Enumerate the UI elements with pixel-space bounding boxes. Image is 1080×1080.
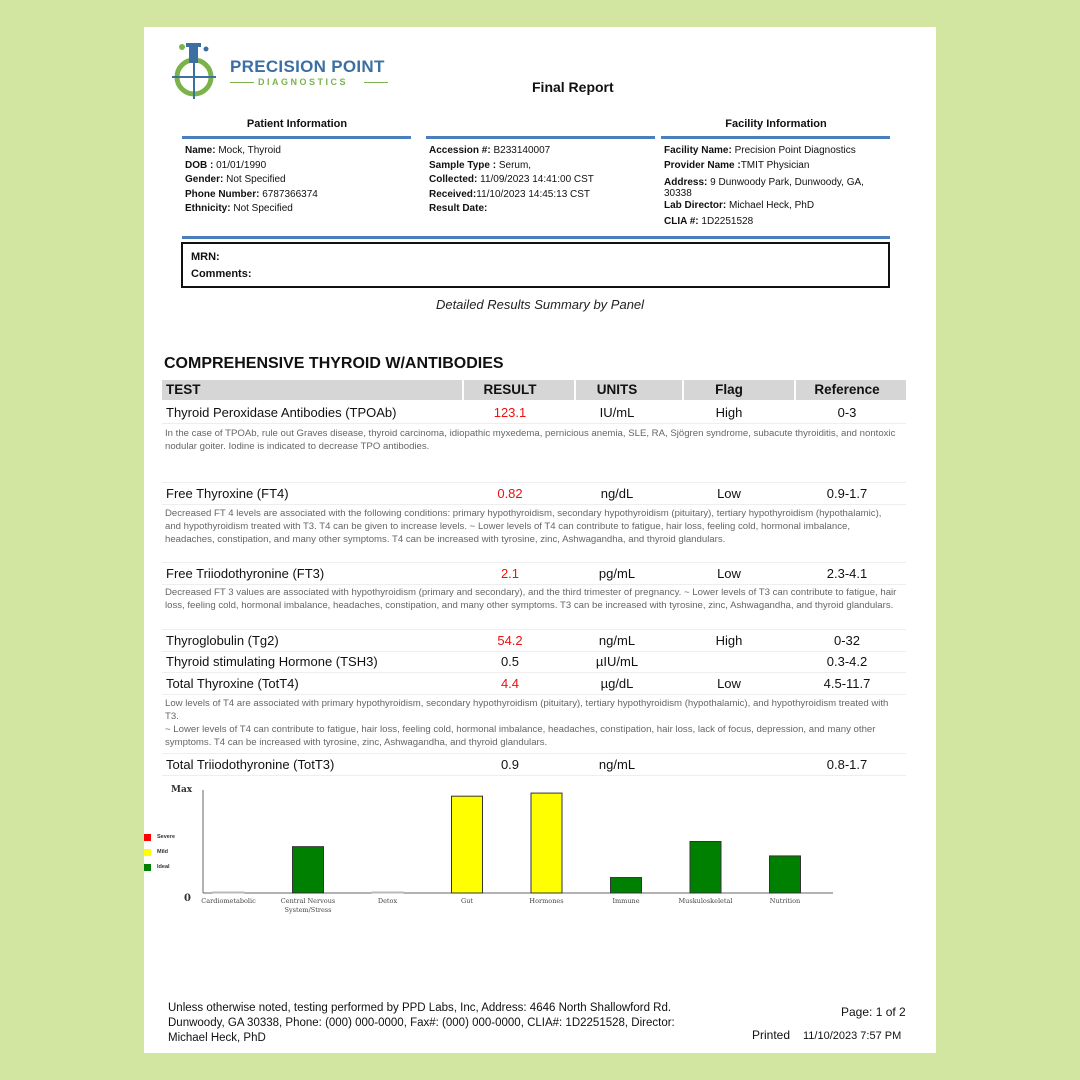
test-result: 0.9: [500, 757, 520, 772]
test-reference: 0-3: [837, 405, 857, 420]
report-title: Final Report: [532, 79, 614, 95]
bar-cardiometabolic: [213, 892, 244, 893]
test-units: µIU/mL: [595, 654, 639, 669]
header-test: TEST: [166, 382, 201, 397]
test-flag: High: [715, 633, 743, 648]
y-axis-zero-label: 0: [184, 893, 191, 904]
test-note: Decreased FT 4 levels are associated with the following conditions: primary hypothyroidism, secondary hypothyroidism (pituitary), tertiary hypothyroidism (hypothalamic), and hypothyroidism treated with T3. T4 can be given to increase levels. ~ Lower levels of T4 can contribute to fatigue, hair loss, feeling cold, hormonal imbalance, headaches, constipation, and many other symptoms. T4 can be increased with tyrosine, zinc, Ashwagandha, and thyroid glandulars.: [165, 508, 882, 545]
table-row: [162, 562, 906, 585]
printed-date: 11/10/2023 7:57 PM: [803, 1030, 902, 1042]
test-flag: Low: [717, 566, 741, 581]
test-units: ng/mL: [598, 757, 636, 772]
table-row: [162, 629, 906, 652]
facility-row: Provider Name :TMIT Physician: [664, 159, 810, 171]
x-tick-label: Muskuloskeletal: [678, 897, 733, 905]
header-divider-4: [794, 380, 796, 400]
y-axis-max-label: Max: [171, 785, 193, 795]
test-units: ng/mL: [598, 633, 636, 648]
report-page: [144, 27, 936, 1053]
test-name: Free Triiodothyronine (FT3): [166, 566, 325, 581]
bar-detox: [372, 892, 403, 893]
mrn-label: MRN:: [191, 251, 220, 263]
test-name: Thyroid stimulating Hormone (TSH3): [166, 654, 378, 669]
patient-row: Phone Number: 6787366374: [185, 188, 318, 200]
patient-info-rule: [182, 136, 411, 139]
test-name: Thyroglobulin (Tg2): [166, 633, 279, 648]
test-result: 123.1: [493, 405, 527, 420]
header-divider-2: [574, 380, 576, 400]
legend-swatch: [144, 864, 151, 871]
test-note: In the case of TPOAb, rule out Graves disease, thyroid carcinoma, idiopathic myxedema, pernicious anemia, SLE, RA, Sjögren syndrome, subacute thyroiditis, and nontoxic nodular goiter. Iodine is indicated to decrease TPO antibodies.: [165, 428, 896, 452]
header-units: UNITS: [596, 382, 638, 397]
test-reference: 0.8-1.7: [826, 757, 868, 772]
x-tick-label: Nutrition: [769, 897, 801, 905]
facility-info: [664, 144, 884, 229]
bar-muskuloskeletal: [690, 842, 721, 894]
mrn-rule: [182, 236, 890, 239]
facility-row: Address: 9 Dunwoody Park, Dunwoody, GA, 30338: [664, 177, 864, 199]
table-row: [162, 673, 906, 695]
test-units: IU/mL: [599, 405, 635, 420]
facility-info-heading: Facility Information: [725, 118, 827, 130]
test-result: 54.2: [497, 633, 523, 648]
logo-divider-right: [364, 82, 388, 83]
comments-label: Comments:: [191, 268, 252, 280]
patient-row: Gender: Not Specified: [185, 174, 286, 185]
health-score-chart: [144, 782, 936, 922]
bar-gut: [452, 796, 483, 893]
table-row: [162, 402, 906, 424]
table-row: [162, 753, 906, 776]
company-logo: [168, 39, 398, 105]
test-flag: High: [715, 405, 743, 420]
legend-label: Severe: [157, 834, 176, 840]
accession-rule: [426, 136, 655, 139]
patient-info-heading: Patient Information: [246, 118, 348, 130]
x-tick-label: Detox: [377, 897, 398, 905]
facility-row: Lab Director: Michael Heck, PhD: [664, 200, 815, 211]
legend-label: Mild: [157, 849, 168, 855]
x-tick-label: Hormones: [529, 897, 564, 905]
test-note: Low levels of T4 are associated with primary hypothyroidism, secondary hypothyroidism (pituitary), tertiary hypothyroidism (hypothalamic), and hypothyroidism treated with T3. ~ Lower levels of T4 can contribute to fatigue, hair loss, feeling cold, hormonal imbalance, headaches, constipation, hair loss, lack of focus, depression, and many other symptoms. T4 can be increased with tyrosine, zinc, Ashwagandha, and thyroid glandulars.: [165, 698, 889, 748]
mrn-box: [181, 242, 890, 288]
test-units: ng/dL: [600, 486, 634, 501]
test-name: Thyroid Peroxidase Antibodies (TPOAb): [166, 405, 397, 420]
facility-row: CLIA #: 1D2251528: [664, 215, 754, 227]
legend-swatch: [144, 834, 151, 841]
header-flag: Flag: [715, 382, 743, 397]
test-result: 4.4: [500, 676, 520, 691]
logo-name: PRECISION POINT: [230, 57, 385, 76]
test-reference: 4.5-11.7: [823, 676, 871, 691]
x-tick-label: Immune: [612, 897, 640, 905]
test-flag: Low: [717, 486, 741, 501]
accession-row: Collected: 11/09/2023 14:41:00 CST: [429, 174, 594, 185]
accession-row: Received:11/10/2023 14:45:13 CST: [429, 188, 591, 200]
test-units: pg/mL: [598, 566, 636, 581]
patient-info: [185, 144, 410, 217]
bar-hormones: [531, 793, 562, 893]
test-reference: 0.3-4.2: [826, 654, 868, 669]
header-divider-1: [462, 380, 464, 400]
header-result: RESULT: [483, 382, 537, 397]
facility-info-rule: [661, 136, 890, 139]
table-row: [162, 651, 906, 673]
legend-swatch: [144, 849, 151, 856]
logo-divider-left: [230, 82, 254, 83]
test-note: Decreased FT 3 values are associated with hypothyroidism (primary and secondary), and the third trimester of pregnancy. ~ Lower levels of T3 can contribute to fatigue, hair loss, feeling cold, hormonal imbalance, headaches, constipation, and many other symptoms. T3 can be increased with tyrosine, zinc, Ashwagandha, and thyroid glandulars.: [165, 587, 897, 611]
test-name: Total Triiodothyronine (TotT3): [166, 757, 335, 772]
footer-lab-info: Unless otherwise noted, testing performed by PPD Labs, Inc, Address: 4646 North Shallowford Rd. Dunwoody, GA 30338, Phone: (000) 000-0000, Fax#: (000) 000-0000, CLIA#: 1D2251528, Director: Michael Heck, PhD: [168, 1002, 675, 1044]
test-reference: 0-32: [833, 633, 861, 648]
test-units: µg/dL: [600, 676, 634, 691]
accession-info: [429, 144, 654, 217]
test-name: Total Thyroxine (TotT4): [166, 676, 299, 691]
page-number: Page: 1 of 2: [841, 1005, 906, 1019]
logo-subtitle: DIAGNOSTICS: [258, 77, 349, 87]
bar-central-nervous-system-stress: [293, 847, 324, 893]
legend-label: Ideal: [157, 864, 170, 870]
test-result: 2.1: [500, 566, 520, 581]
x-tick-label: Gut: [461, 897, 473, 905]
header-reference: Reference: [814, 382, 880, 397]
accession-row: Sample Type : Serum,: [429, 159, 532, 171]
chart-plot: [200, 790, 840, 922]
facility-row: Facility Name: Precision Point Diagnostics: [664, 145, 856, 156]
test-reference: 0.9-1.7: [826, 486, 868, 501]
test-flag: Low: [717, 676, 741, 691]
test-result: 0.82: [497, 486, 523, 501]
printed-label: Printed: [752, 1028, 791, 1042]
flask-logo-icon: [168, 39, 220, 105]
header-divider-3: [682, 380, 684, 400]
bar-immune: [611, 878, 642, 893]
test-reference: 2.3-4.1: [826, 566, 868, 581]
patient-row: Ethnicity: Not Specified: [185, 203, 293, 214]
test-result: 0.5: [500, 654, 520, 669]
summary-title: Detailed Results Summary by Panel: [435, 297, 645, 312]
bar-nutrition: [770, 856, 801, 893]
patient-row: DOB : 01/01/1990: [185, 159, 267, 171]
x-tick-label: Cardiometabolic: [201, 897, 256, 905]
accession-row: Result Date:: [429, 203, 488, 214]
x-tick-label: Central Nervous System/Stress: [280, 897, 336, 914]
patient-row: Name: Mock, Thyroid: [185, 145, 281, 156]
test-name: Free Thyroxine (FT4): [166, 486, 289, 501]
table-row: [162, 482, 906, 505]
accession-row: Accession #: B233140007: [429, 145, 551, 156]
panel-title: COMPREHENSIVE THYROID W/ANTIBODIES: [164, 355, 504, 372]
